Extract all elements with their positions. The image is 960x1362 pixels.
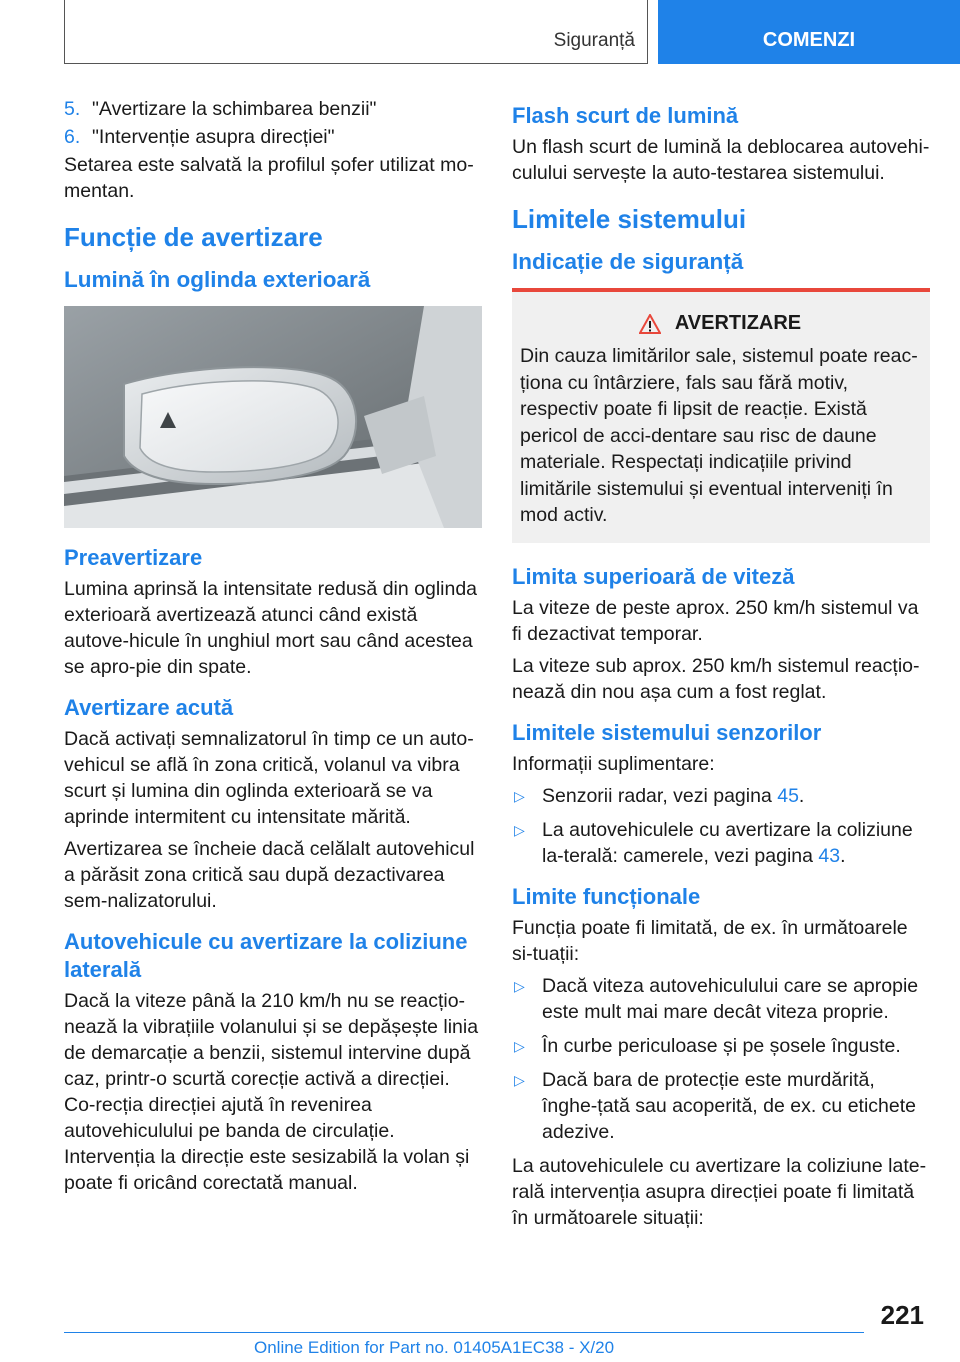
subheading: Preavertizare [64, 545, 203, 570]
subheading: Indicație de siguranță [512, 249, 744, 274]
bullet-icon: ▷ [514, 787, 525, 804]
paragraph: Lumina aprinsă la intensitate redusă din oglinda exterioară avertizează atunci când există autove-hicule în unghiul mort sau când acestea se apro-pie din spate. [64, 578, 478, 678]
bullet-icon: ▷ [514, 1037, 525, 1054]
paragraph: Dacă la viteze până la 210 km/h nu se reacțio-nează la vibrațiile volanului și se depășește linia de demarcație a benzii, sistemul intervine după caz, printr-o scurtă corecție activă a direcției. Co-recția direcției ajută în revenirea autovehiculului pe banda de circulație. Intervenția la direcție este sesizabilă la volan și poate fi oricând corectată manual. [64, 990, 479, 1194]
paragraph: Setarea este salvată la profilul șofer utilizat mo-mentan. [64, 154, 474, 202]
footer-divider [64, 1332, 864, 1333]
page-link[interactable]: 45 [777, 784, 799, 807]
chapter-tab: COMENZI [658, 0, 960, 64]
paragraph: Avertizarea se încheie dacă celălalt autovehicul a părăsit zona critică sau după dezactivarea sem-nalizatorului. [64, 838, 475, 912]
subheading: Avertizare acută [64, 695, 234, 720]
header-frame [64, 0, 648, 64]
bullet-item: ▷ Dacă bara de protecție este murdărită, înghe-țată sau acoperită, de ex. cu etichete adezive. [514, 1068, 916, 1143]
paragraph: Dacă activați semnalizatorul în timp ce un auto-vehicul se află în zona critică, volanul va vibra scurt și lumina din oglinda exterioară se va aprinde intermitent cu intensitate mărită. [64, 728, 474, 828]
paragraph: Funcția poate fi limitată, de ex. în următoarele si-tuații: [512, 916, 908, 965]
subheading: Limite funcționale [512, 883, 701, 909]
subheading: Limitele sistemului senzorilor [512, 719, 822, 745]
paragraph: Un flash scurt de lumină la deblocarea autovehi-culului servește la auto-testarea sistemului. [512, 136, 930, 184]
warning-text: Din cauza limitărilor sale, sistemul poate reac-ționa cu întârziere, fals sau fără motiv, respectiv poate fi lipsit de reacție. Există pericol de acci-dentare sau risc de daune materiale. Respectați indicațiile privind limitările sistemului și eventual interveniți în mod activ. [520, 345, 918, 526]
subheading: Lumină în oglinda exterioară [64, 267, 371, 292]
paragraph: La viteze sub aprox. 250 km/h sistemul reacțio-nează din nou așa cum a fost reglat. [512, 654, 920, 703]
bullet-item: ▷ La autovehiculele cu avertizare la coliziune la-terală: camerele, vezi pagina 43. [514, 818, 913, 867]
mirror-illustration [64, 306, 482, 528]
bullet-icon: ▷ [514, 977, 525, 994]
page-number: 221 [880, 1300, 924, 1330]
bullet-item: ▷ Senzorii radar, vezi pagina 45. [514, 784, 805, 807]
subheading: Autovehicule cu avertizare la coliziune laterală [64, 929, 468, 982]
heading: Funcție de avertizare [64, 222, 323, 252]
section-title: Siguranță [553, 30, 635, 51]
page-link[interactable]: 43 [818, 844, 841, 867]
left-column [64, 96, 482, 1202]
heading: Limitele sistemului [512, 204, 747, 234]
bullet-item: ▷ În curbe periculoase și pe șosele înguste. [514, 1034, 901, 1057]
list-item: 5. "Avertizare la schimbarea benzii" [64, 98, 377, 120]
bullet-item: ▷ Dacă viteza autovehiculului care se apropie este mult mai mare decât viteza proprie. [514, 974, 919, 1023]
paragraph: La autovehiculele cu avertizare la coliziune late-rală intervenția asupra direcției poate fi limitată în următoarele situații: [512, 1154, 927, 1229]
subheading: Limita superioară de viteză [512, 563, 795, 589]
paragraph: Informații suplimentare: [512, 752, 715, 775]
bullet-icon: ▷ [514, 821, 525, 838]
warning-title: AVERTIZARE [520, 312, 920, 335]
footer-text: Online Edition for Part no. 01405A1EC38 - X/20 [254, 1338, 615, 1357]
warning-triangle-icon [639, 314, 661, 334]
bullet-icon: ▷ [514, 1071, 525, 1088]
list-item: 6. "Intervenție asupra direcției" [64, 126, 335, 148]
subheading: Flash scurt de lumină [512, 103, 739, 128]
paragraph: La viteze de peste aprox. 250 km/h sistemul va fi dezactivat temporar. [512, 596, 919, 645]
warning-box [512, 288, 930, 543]
right-column [512, 96, 930, 1237]
